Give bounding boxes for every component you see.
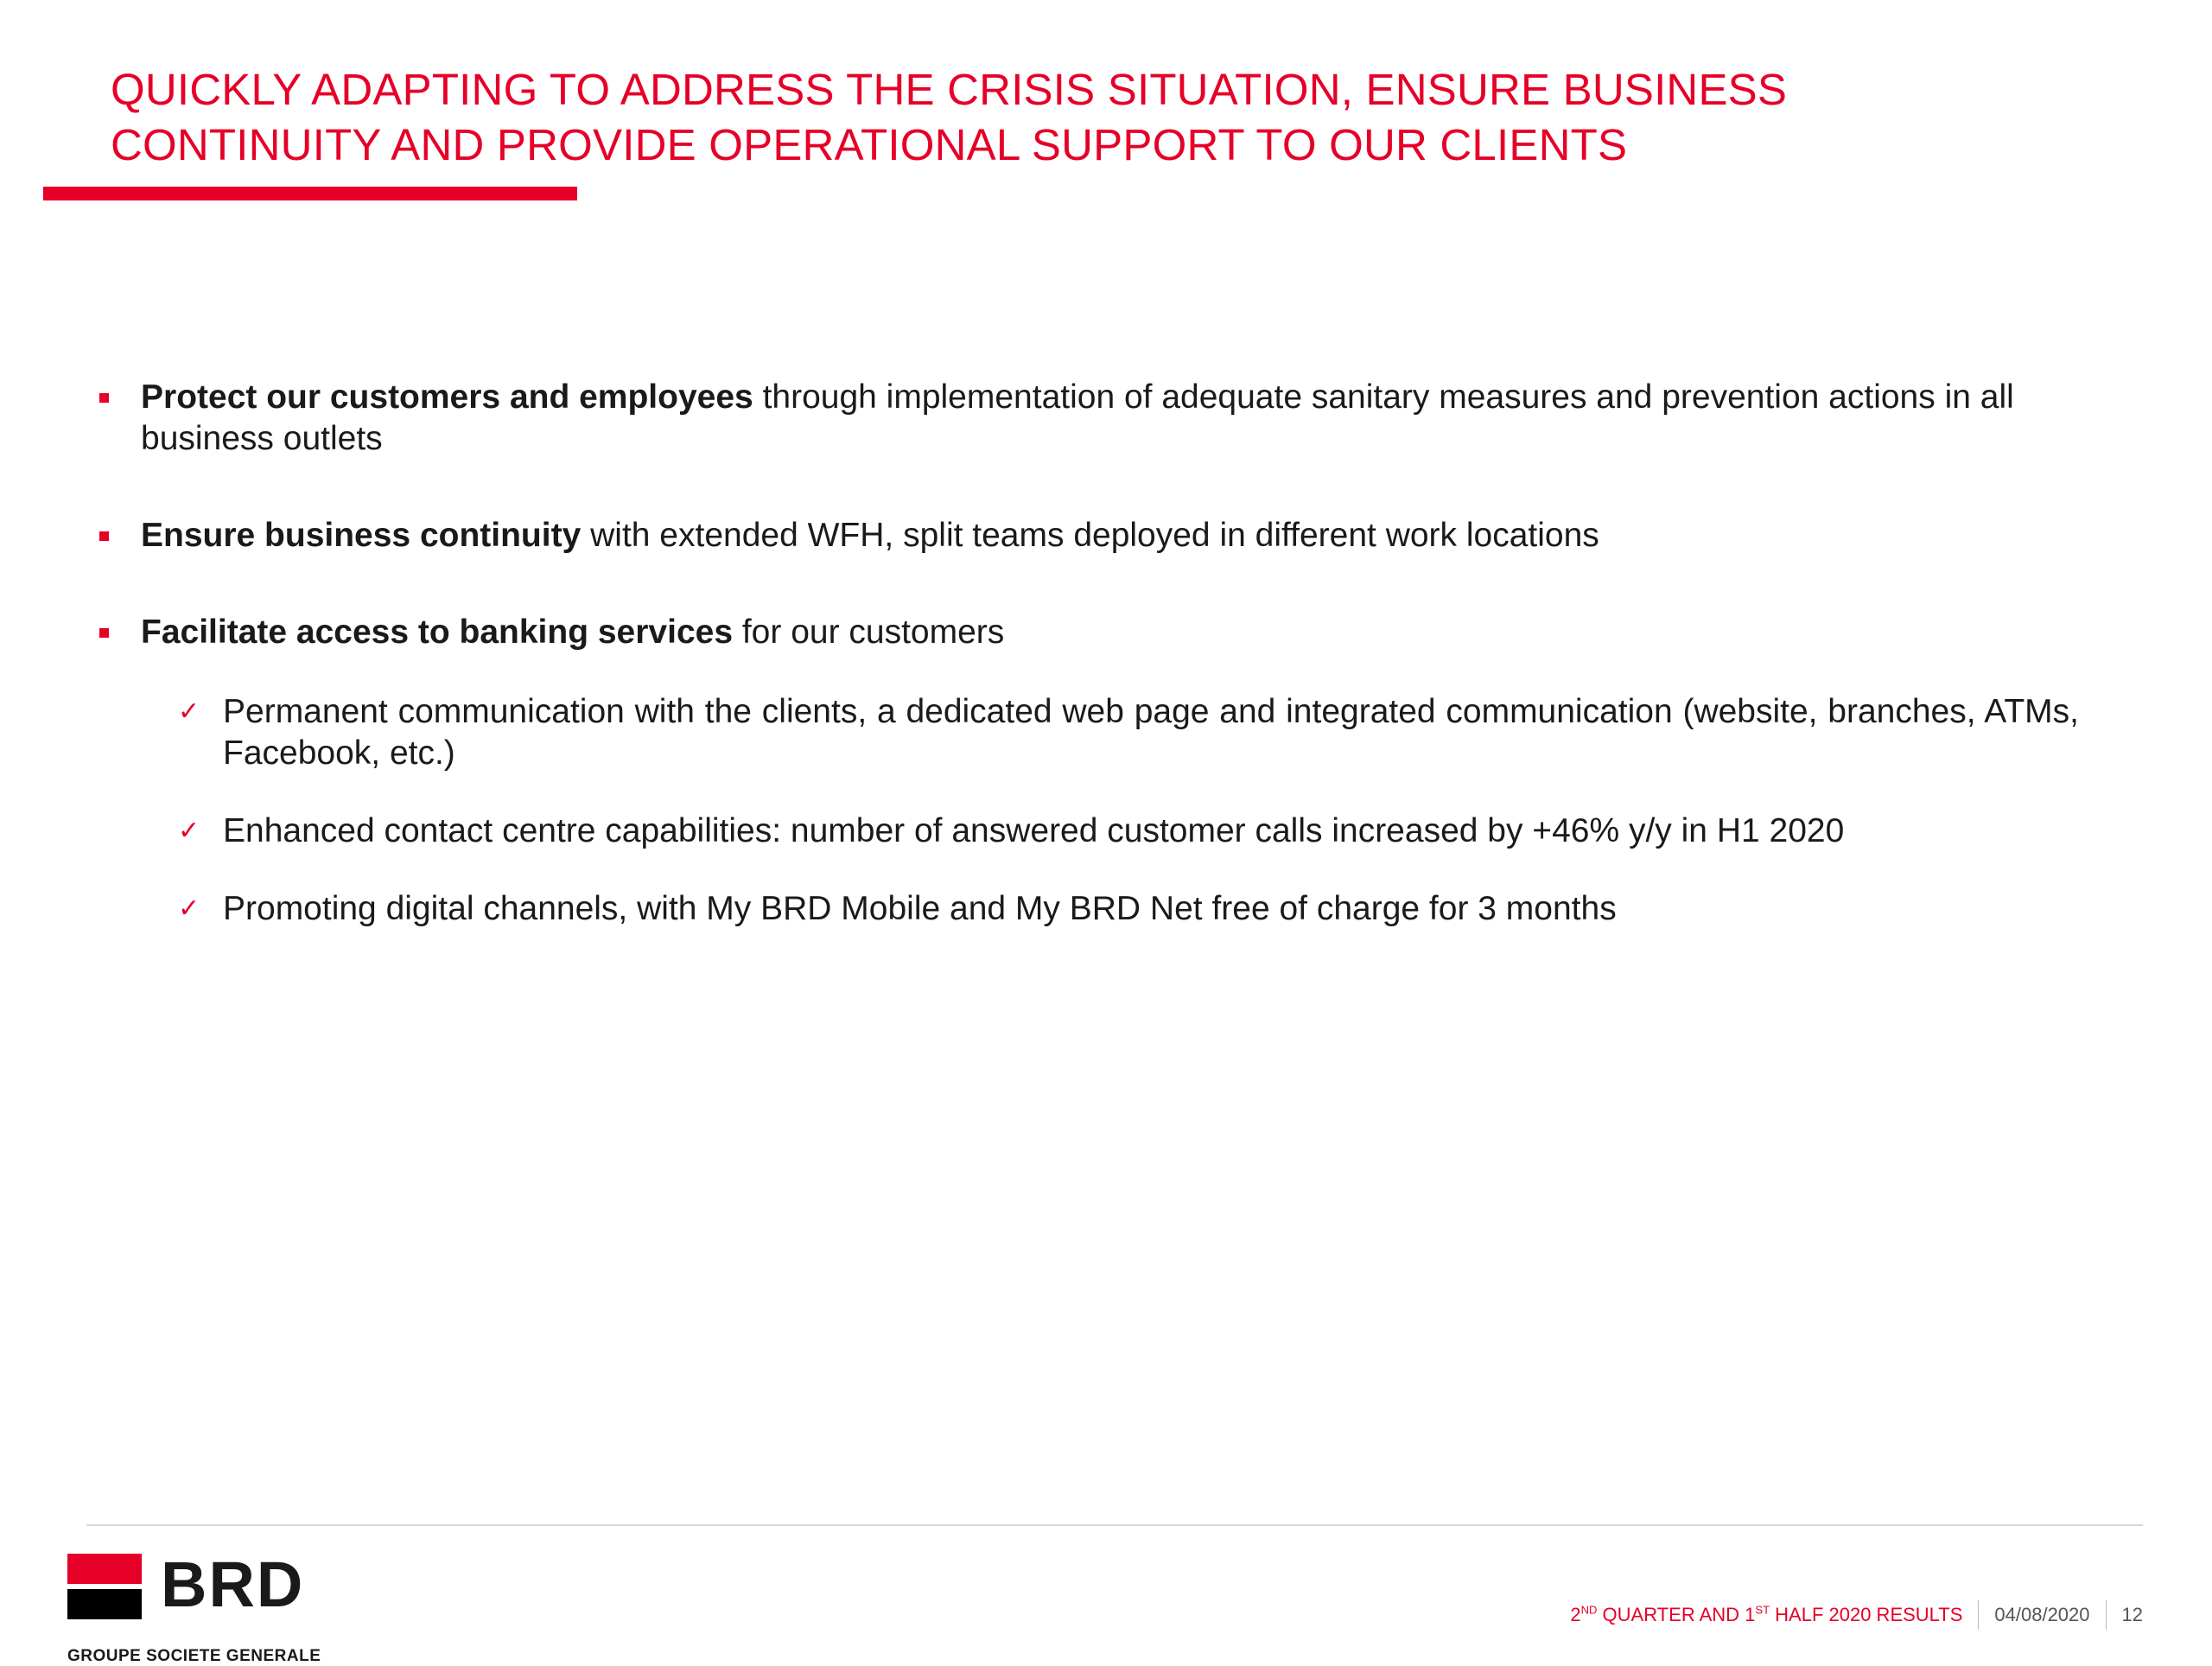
- sub-bullet-text: Enhanced contact centre capabilities: number of answered customer calls increased by +46% y/y in H1 2020: [223, 812, 1845, 849]
- checkmark-icon: ✓: [178, 816, 200, 846]
- footer-divider: [86, 1524, 2143, 1526]
- bullet-bold-text: Ensure business continuity: [141, 517, 582, 554]
- page-number: 12: [2121, 1604, 2143, 1625]
- bullet-text: with extended WFH, split teams deployed in different work locations: [581, 517, 1599, 554]
- brd-logo: [67, 1548, 378, 1665]
- bullet-text: for our customers: [733, 614, 1005, 651]
- square-bullet-icon: [99, 628, 109, 638]
- square-bullet-icon: [99, 393, 109, 403]
- bullet-bold-text: Facilitate access to banking services: [141, 614, 734, 651]
- footer-date: 04/08/2020: [1994, 1604, 2090, 1625]
- sub-bullet-text: Permanent communication with the clients, a dedicated web page and integrated communication (website, branches, ATMs, Facebook, etc.): [223, 693, 2079, 772]
- bullet-text: through implementation of adequate sanitary measures and prevention actions in all business outlets: [141, 378, 2014, 457]
- sub-bullet-communication: [178, 691, 2079, 774]
- square-bullet-icon: [99, 531, 109, 541]
- checkmark-icon: ✓: [178, 696, 200, 727]
- footer-separator: [1978, 1600, 1979, 1630]
- bullet-bold-text: Protect our customers and employees: [141, 378, 753, 416]
- footer-info: [1570, 1600, 2143, 1630]
- checkmark-icon: ✓: [178, 893, 200, 924]
- bullet-item-access: [95, 612, 2082, 653]
- bullet-item-protect: [95, 377, 2082, 460]
- societe-generale-mark-icon: [67, 1554, 142, 1619]
- footer-separator: [2106, 1600, 2107, 1630]
- title-underline: [43, 187, 577, 200]
- bullet-list: [95, 377, 2082, 690]
- slide-title-line-2: CONTINUITY AND PROVIDE OPERATIONAL SUPPORT TO OUR CLIENTS: [111, 120, 1628, 169]
- sub-bullet-digital: [178, 888, 2079, 930]
- logo-subtitle: GROUPE SOCIETE GENERALE: [67, 1647, 321, 1665]
- slide-title: [111, 62, 2098, 173]
- bullet-item-continuity: [95, 515, 2082, 556]
- logo-wordmark: BRD: [161, 1548, 305, 1620]
- sub-bullet-text: Promoting digital channels, with My BRD Mobile and My BRD Net free of charge for 3 months: [223, 890, 1617, 927]
- sub-bullet-contact-centre: [178, 811, 2079, 852]
- footer-presentation-title: 2ND QUARTER AND 1ST HALF 2020 RESULTS: [1570, 1603, 1963, 1625]
- slide-title-line-1: QUICKLY ADAPTING TO ADDRESS THE CRISIS SITUATION, ENSURE BUSINESS: [111, 65, 1788, 114]
- sub-bullet-list: [178, 691, 2079, 966]
